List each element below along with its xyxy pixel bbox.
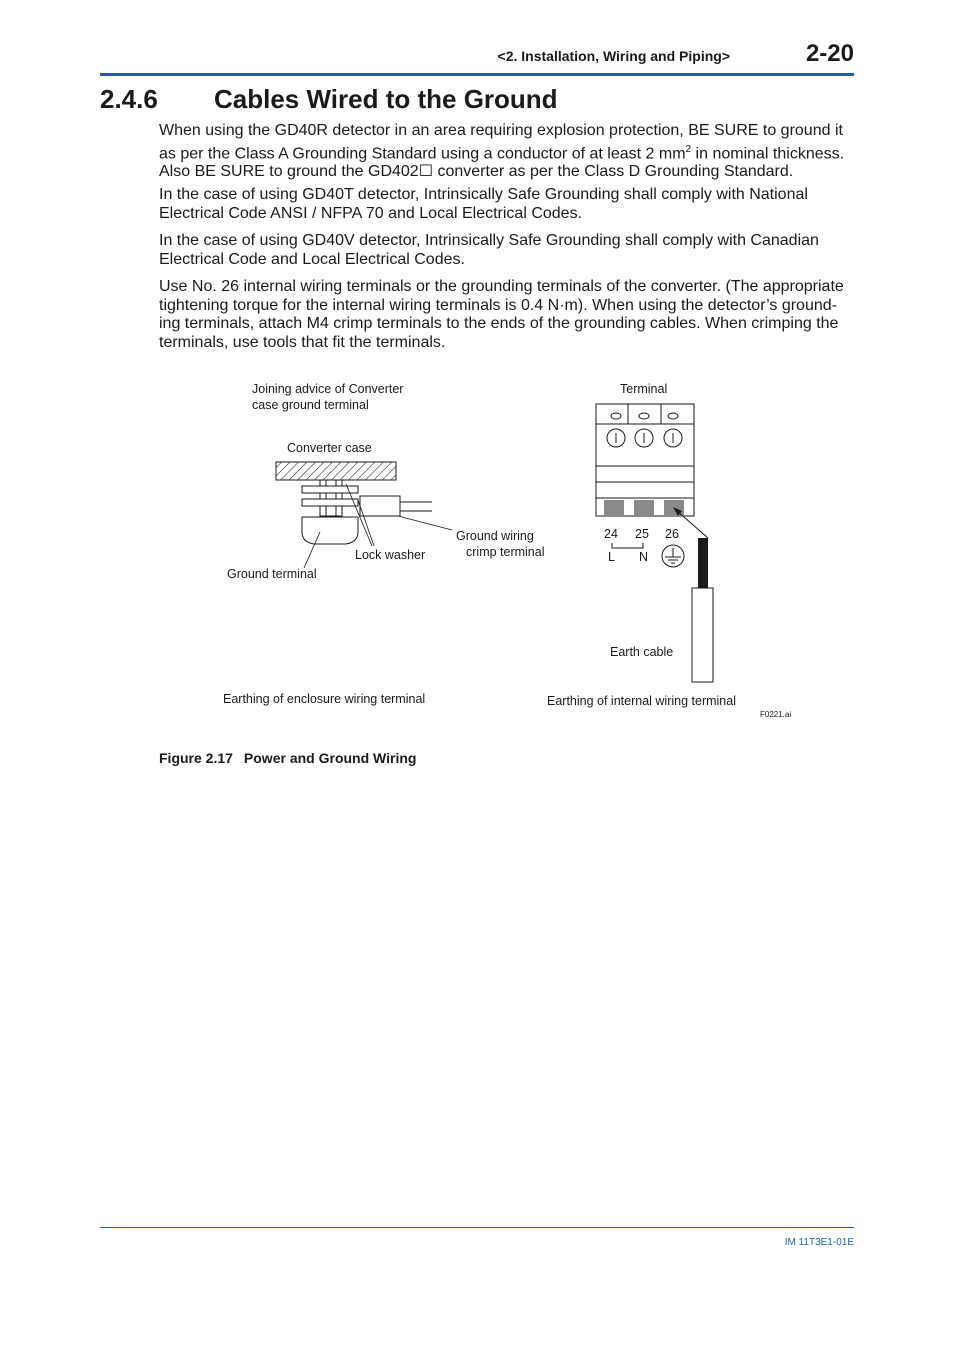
header-chapter: <2. Installation, Wiring and Piping> — [497, 48, 730, 64]
washer-bottom — [302, 499, 358, 506]
label-terminal: Terminal — [620, 382, 668, 396]
terminal-block — [596, 404, 694, 516]
label-joining-advice-1: Joining advice of Converter — [252, 382, 404, 396]
label-L: L — [608, 550, 615, 564]
earth-ground-icon — [662, 545, 684, 567]
section-number: 2.4.6 — [100, 84, 158, 114]
wiring-diagram — [210, 372, 810, 732]
footer-rule — [100, 1227, 854, 1228]
label-earth-cable: Earth cable — [610, 645, 674, 659]
wire-slot-25 — [634, 500, 654, 516]
superscript-2: 2 — [685, 143, 692, 155]
paragraph-3: In the case of using GD40V detector, Intrinsically Safe Grounding shall comply with Canadian Electrical Code and Local Electrical Codes. — [159, 232, 819, 268]
label-N: N — [639, 550, 649, 564]
label-ground-wiring-1: Ground wiring — [456, 529, 534, 543]
label-converter-case: Converter case — [287, 441, 372, 455]
figure-caption — [159, 750, 416, 766]
figure-file-id: F0221.ai — [760, 710, 792, 719]
label-earthing-enclosure: Earthing of enclosure wiring terminal — [223, 692, 426, 706]
paragraph-2: In the case of using GD40T detector, Intrinsically Safe Grounding shall comply with National Electrical Code ANSI / NFPA 70 and Local Electrical Codes. — [159, 186, 808, 222]
section-title: Cables Wired to the Ground — [214, 84, 558, 114]
ground-terminal-head — [302, 517, 358, 544]
header-rule — [100, 73, 854, 76]
figure-caption-label: Figure 2.17 — [159, 750, 233, 766]
wiring-figure — [210, 372, 810, 732]
paragraph-4: Use No. 26 internal wiring terminals or the grounding terminals of the converter. (The appropriate tightening torque for the internal wiring terminals is 0.4 N·m). When using the detector’s ground-ing terminals, attach M4 crimp terminals to the ends of the grounding cables. When crimping the terminals, use tools that fit the terminals. — [159, 278, 844, 351]
paragraph-1-part-a: When using the GD40R detector in an area requiring explosion protection, BE SURE to ground it as per the Class A Grounding Standard using a conductor of at least 2 mm — [159, 122, 843, 162]
label-ground-wiring-2: crimp terminal — [466, 545, 545, 559]
wire-slot-24 — [604, 500, 624, 516]
label-26: 26 — [665, 527, 679, 541]
label-joining-advice-2: case ground terminal — [252, 398, 369, 412]
figure-caption-title: Power and Ground Wiring — [243, 750, 417, 766]
crimp-terminal — [360, 496, 400, 516]
paragraph-1 — [159, 122, 855, 182]
earth-cable-core — [698, 538, 708, 588]
label-lock-washer: Lock washer — [355, 548, 426, 562]
label-24: 24 — [604, 527, 618, 541]
label-earthing-internal: Earthing of internal wiring terminal — [547, 694, 736, 708]
bolt-stem — [320, 480, 342, 516]
earth-cable-sheath — [692, 588, 713, 682]
label-ground-terminal: Ground terminal — [227, 567, 317, 581]
page-number: 2-20 — [805, 40, 854, 67]
converter-case-hatch — [276, 462, 396, 480]
footer-document-id: IM 11T3E1-01E — [784, 1237, 854, 1248]
label-25: 25 — [635, 527, 649, 541]
paragraph-1-part-b: in nominal thickness. Also BE SURE to ground the GD402☐ converter as per the Class D Grounding Standard. — [159, 144, 845, 181]
